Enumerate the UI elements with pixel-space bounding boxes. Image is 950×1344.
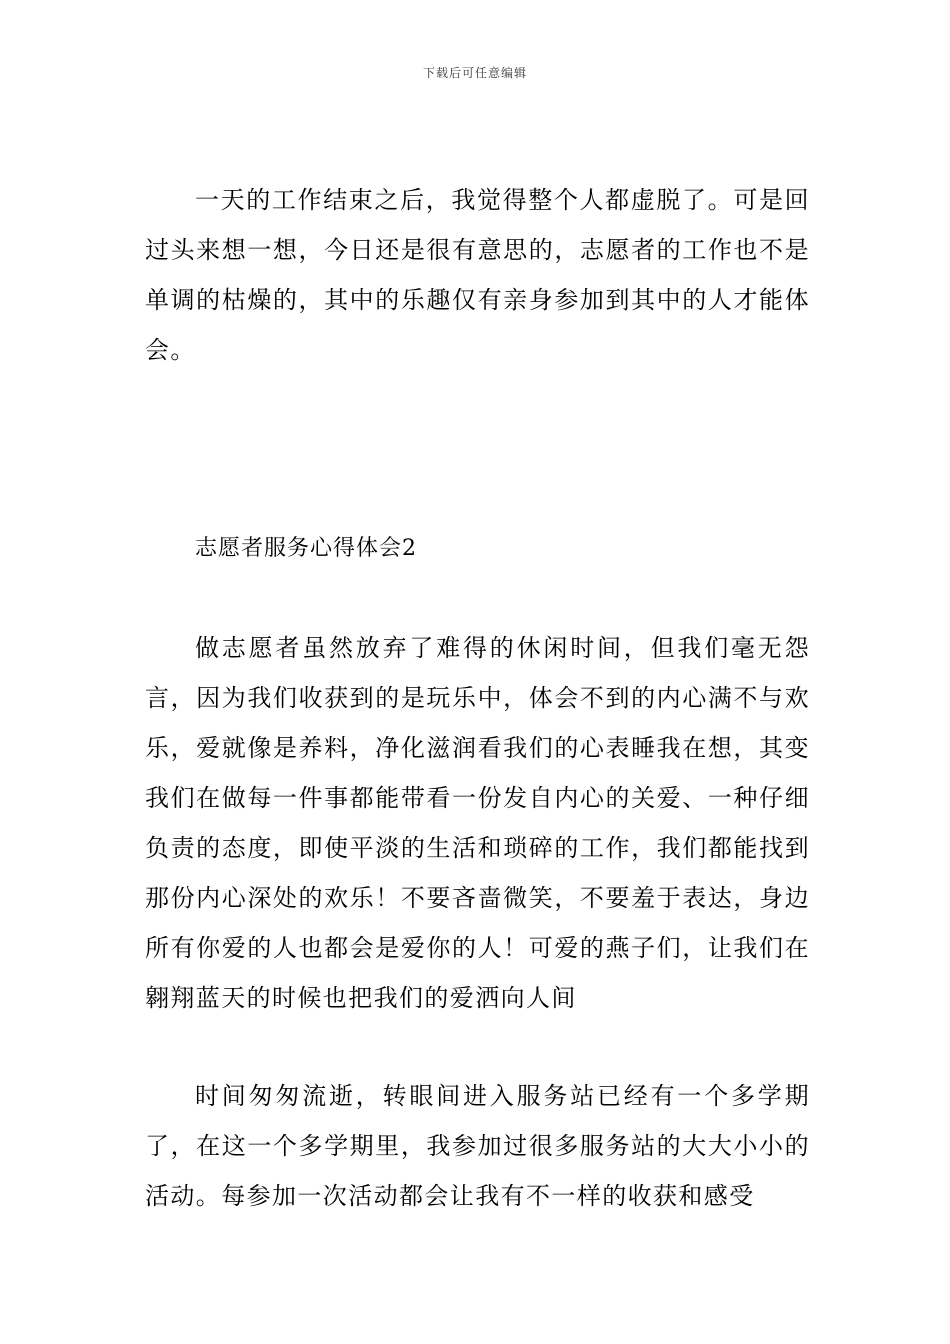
section-title: 志愿者服务心得体会2 <box>195 536 417 561</box>
page-header: 下载后可任意编辑 <box>422 66 527 80</box>
paragraph-3: 时间匆匆流逝，转眼间进入服务站已经有一个多学期了，在这一个多学期里，我参加过很多服务站的大大小小的活动。每参加一次活动都会让我有不一样的收获和感受 <box>145 1082 810 1210</box>
paragraph-1: 一天的工作结束之后，我觉得整个人都虚脱了。可是回过头来想一想，今日还是很有意思的，志愿者的工作也不是单调的枯燥的，其中的乐趣仅有亲身参加到其中的人才能体会。 <box>145 186 810 364</box>
paragraph-2: 做志愿者虽然放弃了难得的休闲时间，但我们毫无怨言，因为我们收获到的是玩乐中，体会不到的内心满不与欢乐，爱就像是养料，净化滋润看我们的心表睡我在想，其变我们在做每一件事都能带看一份发自内心的关爱、一种仔细负责的态度，即使平淡的生活和琐碎的工作，我们都能找到那份内心深处的欢乐！不要吝啬微笑，不要羞于表达，身边所有你爱的人也都会是爱你的人！可爱的燕子们，让我们在翱翔蓝天的时候也把我们的爱洒向人间 <box>145 634 810 1012</box>
